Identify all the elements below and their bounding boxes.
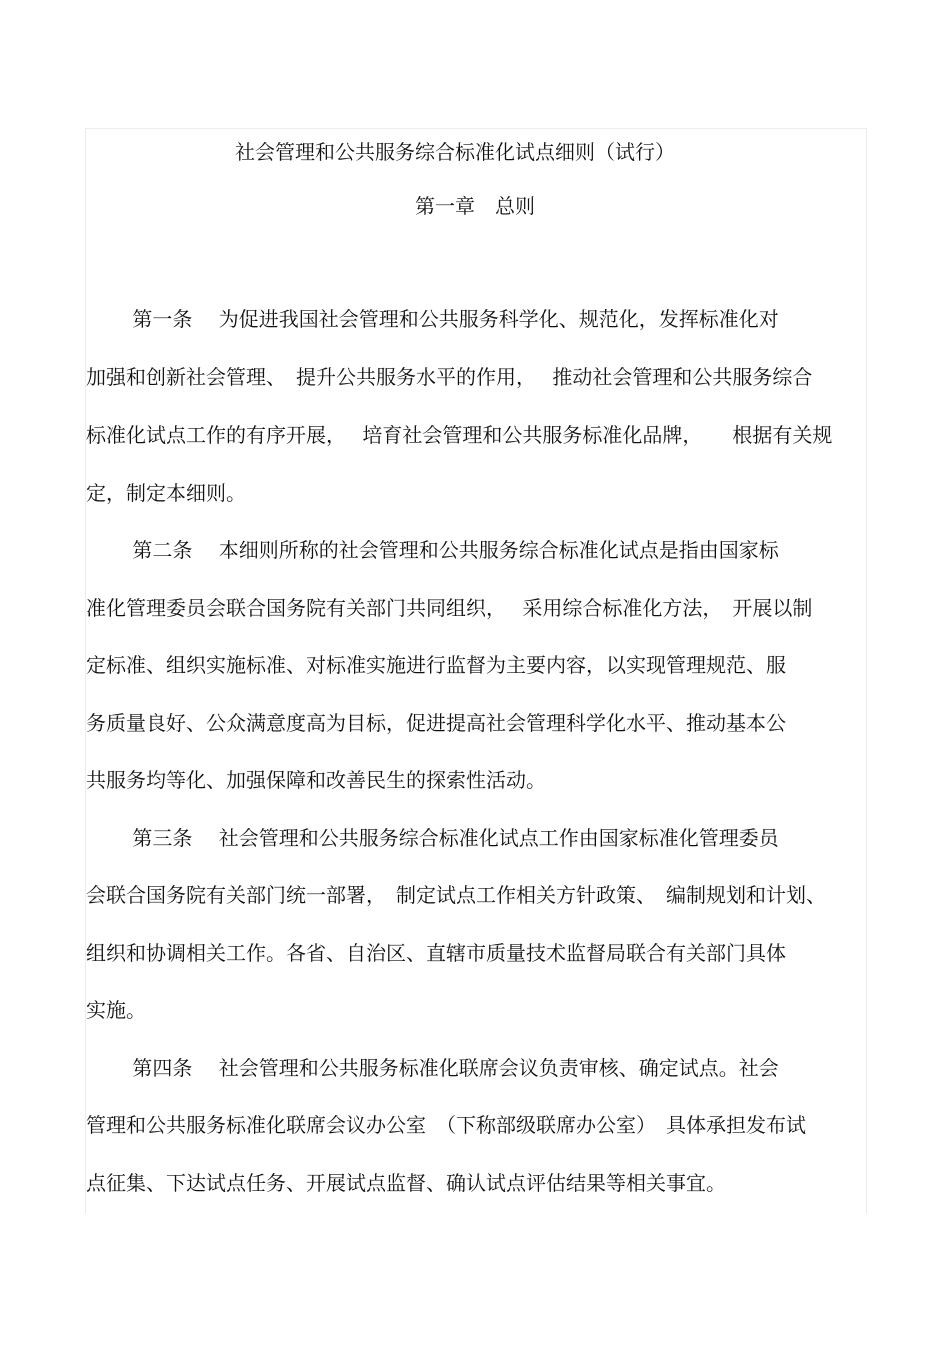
text-line: 会联合国务院有关部门统一部署， 制定试点工作相关方针政策、 编制规划和计划、	[86, 883, 826, 907]
text-line: 管理和公共服务标准化联席会议办公室 （下称部级联席办公室） 具体承担发布试	[86, 1113, 806, 1137]
text-line: 准化管理委员会联合国务院有关部门共同组织， 采用综合标准化方法， 开展以制	[86, 596, 813, 620]
text-line: 点征集、下达试点任务、开展试点监督、确认试点评估结果等相关事宜。	[86, 1171, 726, 1195]
text-line: 定标准、组织实施标准、对标准实施进行监督为主要内容，以实现管理规范、服	[86, 653, 786, 677]
text-line: 加强和创新社会管理、 提升公共服务水平的作用， 推动社会管理和公共服务综合	[86, 365, 813, 389]
chapter-heading: 第一章 总则	[415, 194, 535, 218]
text-line: 第三条 社会管理和公共服务综合标准化试点工作由国家标准化管理委员	[86, 826, 779, 850]
text-line: 务质量良好、公众满意度高为目标，促进提高社会管理科学化水平、推动基本公	[86, 711, 786, 735]
text-line: 标准化试点工作的有序开展， 培育社会管理和公共服务标准化品牌， 根据有关规	[86, 423, 833, 447]
text-line: 定，制定本细则。	[86, 481, 246, 505]
text-line: 共服务均等化、加强保障和改善民生的探索性活动。	[86, 768, 546, 792]
document-title: 社会管理和公共服务综合标准化试点细则（试行）	[235, 140, 675, 164]
text-line: 第四条 社会管理和公共服务标准化联席会议负责审核、确定试点。社会	[86, 1056, 779, 1080]
text-line: 实施。	[86, 998, 146, 1022]
text-line: 组织和协调相关工作。各省、自治区、直辖市质量技术监督局联合有关部门具体	[86, 941, 786, 965]
text-line: 第二条 本细则所称的社会管理和公共服务综合标准化试点是指由国家标	[86, 538, 779, 562]
text-line: 第一条 为促进我国社会管理和公共服务科学化、规范化，发挥标准化对	[86, 307, 779, 331]
